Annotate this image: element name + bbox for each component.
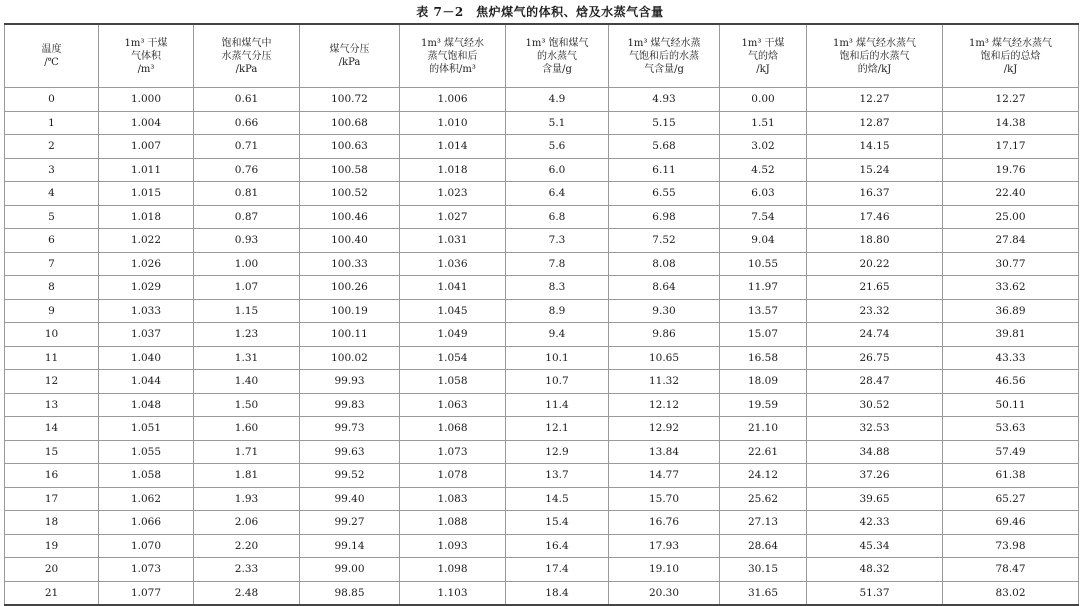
table-cell: 19.10 [609,558,720,582]
table-cell: 100.52 [300,182,400,206]
table-cell: 0 [5,88,99,112]
table-body [5,88,1079,606]
table-row [5,511,1079,535]
table-cell: 1.023 [400,182,506,206]
table-row [5,158,1079,182]
table-cell: 1.098 [400,558,506,582]
table-cell: 13.84 [609,440,720,464]
col-header-saturated-volume: 1m³ 煤气经水 蒸气饱和后 的体积/m³ [400,24,506,88]
table-cell: 61.38 [943,464,1079,488]
table-cell: 1.006 [400,88,506,112]
table-cell: 15.4 [506,511,609,535]
table-cell: 1.077 [99,581,194,605]
table-row [5,88,1079,112]
table-cell: 1.15 [194,299,300,323]
table-cell: 7.52 [609,229,720,253]
table-cell: 83.02 [943,581,1079,605]
table-cell: 18.4 [506,581,609,605]
table-cell: 12.87 [807,111,943,135]
table-cell: 28.64 [720,534,807,558]
table-cell: 17.17 [943,135,1079,159]
table-cell: 48.32 [807,558,943,582]
table-cell: 24.12 [720,464,807,488]
table-cell: 1.058 [99,464,194,488]
table-cell: 7.3 [506,229,609,253]
header-row [5,24,1079,88]
table-row [5,229,1079,253]
table-cell: 42.33 [807,511,943,535]
table-cell: 22.61 [720,440,807,464]
table-cell: 18.80 [807,229,943,253]
table-cell: 18 [5,511,99,535]
table-cell: 7 [5,252,99,276]
table-cell: 1.058 [400,370,506,394]
table-cell: 20.30 [609,581,720,605]
table-cell: 18.09 [720,370,807,394]
table-row [5,558,1079,582]
table-cell: 4.52 [720,158,807,182]
table-cell: 21.10 [720,417,807,441]
table-cell: 99.52 [300,464,400,488]
table-row [5,581,1079,605]
table-cell: 100.68 [300,111,400,135]
table-cell: 100.11 [300,323,400,347]
table-cell: 1.010 [400,111,506,135]
table-cell: 15.24 [807,158,943,182]
table-cell: 4.9 [506,88,609,112]
table-cell: 5.6 [506,135,609,159]
table-cell: 100.26 [300,276,400,300]
table-cell: 12.1 [506,417,609,441]
table-cell: 0.81 [194,182,300,206]
table-cell: 100.19 [300,299,400,323]
table-cell: 12.12 [609,393,720,417]
table-cell: 1.50 [194,393,300,417]
table-cell: 1.070 [99,534,194,558]
table-cell: 1.40 [194,370,300,394]
table-cell: 98.85 [300,581,400,605]
table-cell: 99.14 [300,534,400,558]
table-row [5,135,1079,159]
table-cell: 53.63 [943,417,1079,441]
table-cell: 99.73 [300,417,400,441]
table-cell: 1.018 [400,158,506,182]
col-header-dry-gas-enthalpy: 1m³ 干煤 气的焓 /kJ [720,24,807,88]
table-row [5,417,1079,441]
table-cell: 100.72 [300,88,400,112]
table-cell: 31.65 [720,581,807,605]
table-cell: 9.04 [720,229,807,253]
table-cell: 39.65 [807,487,943,511]
table-cell: 1.066 [99,511,194,535]
table-cell: 6.11 [609,158,720,182]
table-cell: 5.68 [609,135,720,159]
table-cell: 1.062 [99,487,194,511]
table-cell: 12.9 [506,440,609,464]
coke-oven-gas-table [4,23,1079,606]
table-cell: 1.049 [400,323,506,347]
table-cell: 7.8 [506,252,609,276]
table-cell: 46.56 [943,370,1079,394]
table-cell: 45.34 [807,534,943,558]
table-cell: 9 [5,299,99,323]
table-row [5,323,1079,347]
table-cell: 30.77 [943,252,1079,276]
table-cell: 12.27 [807,88,943,112]
table-row [5,276,1079,300]
table-cell: 4 [5,182,99,206]
table-cell: 26.75 [807,346,943,370]
table-cell: 1.054 [400,346,506,370]
table-cell: 32.53 [807,417,943,441]
table-cell: 1.051 [99,417,194,441]
table-cell: 14.5 [506,487,609,511]
table-cell: 11.4 [506,393,609,417]
table-cell: 6.8 [506,205,609,229]
table-cell: 9.86 [609,323,720,347]
table-cell: 5 [5,205,99,229]
table-cell: 14.77 [609,464,720,488]
table-cell: 16.76 [609,511,720,535]
table-cell: 1.073 [99,558,194,582]
table-cell: 43.33 [943,346,1079,370]
table-cell: 21 [5,581,99,605]
table-cell: 1.31 [194,346,300,370]
table-cell: 17 [5,487,99,511]
table-cell: 8.3 [506,276,609,300]
table-cell: 17.93 [609,534,720,558]
table-cell: 1.07 [194,276,300,300]
table-cell: 1.029 [99,276,194,300]
table-cell: 0.87 [194,205,300,229]
table-cell: 6.98 [609,205,720,229]
table-cell: 7.54 [720,205,807,229]
table-cell: 16.58 [720,346,807,370]
table-cell: 14 [5,417,99,441]
table-cell: 1.026 [99,252,194,276]
table-cell: 99.93 [300,370,400,394]
table-row [5,205,1079,229]
table-cell: 27.13 [720,511,807,535]
table-cell: 99.00 [300,558,400,582]
table-cell: 1.51 [720,111,807,135]
table-row [5,440,1079,464]
table-cell: 5.1 [506,111,609,135]
table-cell: 15.70 [609,487,720,511]
table-cell: 17.46 [807,205,943,229]
table-cell: 27.84 [943,229,1079,253]
table-cell: 14.38 [943,111,1079,135]
table-cell: 20 [5,558,99,582]
table-cell: 1.083 [400,487,506,511]
table-cell: 99.83 [300,393,400,417]
table-cell: 100.58 [300,158,400,182]
table-cell: 1.036 [400,252,506,276]
table-row [5,182,1079,206]
table-cell: 21.65 [807,276,943,300]
table-cell: 50.11 [943,393,1079,417]
table-row [5,299,1079,323]
table-cell: 33.62 [943,276,1079,300]
table-cell: 1.007 [99,135,194,159]
table-cell: 16.4 [506,534,609,558]
table-cell: 0.66 [194,111,300,135]
col-header-dry-gas-volume: 1m³ 干煤 气体积 /m³ [99,24,194,88]
col-header-total-enthalpy: 1m³ 煤气经水蒸气 饱和后的总焓 /kJ [943,24,1079,88]
table-cell: 100.63 [300,135,400,159]
table-title: 表 7－2 焦炉煤气的体积、焓及水蒸气含量 [416,5,664,19]
table-cell: 57.49 [943,440,1079,464]
table-cell: 1.015 [99,182,194,206]
table-cell: 1.078 [400,464,506,488]
table-cell: 100.40 [300,229,400,253]
table-cell: 10.1 [506,346,609,370]
table-cell: 10.55 [720,252,807,276]
table-cell: 1.088 [400,511,506,535]
table-cell: 39.81 [943,323,1079,347]
table-cell: 100.02 [300,346,400,370]
table-row [5,346,1079,370]
col-header-gas-partial-pressure: 煤气分压 /kPa [300,24,400,88]
table-cell: 12 [5,370,99,394]
table-cell: 1.60 [194,417,300,441]
table-cell: 1.037 [99,323,194,347]
table-cell: 23.32 [807,299,943,323]
table-cell: 12.92 [609,417,720,441]
table-row [5,111,1079,135]
table-cell: 19.76 [943,158,1079,182]
table-cell: 19.59 [720,393,807,417]
table-cell: 15.07 [720,323,807,347]
table-cell: 69.46 [943,511,1079,535]
table-cell: 3 [5,158,99,182]
table-cell: 99.27 [300,511,400,535]
table-cell: 1.045 [400,299,506,323]
table-cell: 0.93 [194,229,300,253]
table-cell: 1.000 [99,88,194,112]
table-cell: 13.57 [720,299,807,323]
table-row [5,370,1079,394]
table-cell: 10 [5,323,99,347]
table-cell: 1.044 [99,370,194,394]
table-cell: 11.32 [609,370,720,394]
table-cell: 12.27 [943,88,1079,112]
table-cell: 10.7 [506,370,609,394]
table-cell: 34.88 [807,440,943,464]
table-cell: 1.041 [400,276,506,300]
table-cell: 36.89 [943,299,1079,323]
table-cell: 16.37 [807,182,943,206]
col-header-saturated-vapor-content: 1m³ 饱和煤气 的水蒸气 含量/g [506,24,609,88]
table-cell: 2.33 [194,558,300,582]
table-cell: 73.98 [943,534,1079,558]
table-row [5,393,1079,417]
table-cell: 0.61 [194,88,300,112]
table-cell: 4.93 [609,88,720,112]
table-cell: 78.47 [943,558,1079,582]
table-cell: 8.64 [609,276,720,300]
table-cell: 30.15 [720,558,807,582]
table-cell: 100.46 [300,205,400,229]
table-cell: 1.063 [400,393,506,417]
col-header-vapor-enthalpy: 1m³ 煤气经水蒸气 饱和后的水蒸气 的焓/kJ [807,24,943,88]
table-cell: 1.040 [99,346,194,370]
table-cell: 30.52 [807,393,943,417]
table-cell: 1.033 [99,299,194,323]
table-cell: 6 [5,229,99,253]
table-cell: 2 [5,135,99,159]
table-cell: 2.20 [194,534,300,558]
table-cell: 11 [5,346,99,370]
table-cell: 2.06 [194,511,300,535]
table-cell: 1.027 [400,205,506,229]
table-cell: 100.33 [300,252,400,276]
col-header-vapor-content-after-saturation: 1m³ 煤气经水蒸 气饱和后的水蒸 气含量/g [609,24,720,88]
table-cell: 3.02 [720,135,807,159]
table-cell: 1.022 [99,229,194,253]
table-cell: 1.055 [99,440,194,464]
table-cell: 16 [5,464,99,488]
table-cell: 99.63 [300,440,400,464]
table-cell: 5.15 [609,111,720,135]
table-cell: 1.71 [194,440,300,464]
table-cell: 8.9 [506,299,609,323]
table-cell: 0.76 [194,158,300,182]
table-cell: 11.97 [720,276,807,300]
table-cell: 1.068 [400,417,506,441]
table-cell: 1.014 [400,135,506,159]
table-cell: 99.40 [300,487,400,511]
table-cell: 1.103 [400,581,506,605]
table-cell: 6.4 [506,182,609,206]
table-cell: 6.03 [720,182,807,206]
table-cell: 1 [5,111,99,135]
table-cell: 13 [5,393,99,417]
table-cell: 6.0 [506,158,609,182]
table-cell: 1.00 [194,252,300,276]
table-cell: 14.15 [807,135,943,159]
table-cell: 28.47 [807,370,943,394]
table-cell: 25.62 [720,487,807,511]
col-header-vapor-partial-pressure: 饱和煤气中 水蒸气分压 /kPa [194,24,300,88]
table-cell: 9.30 [609,299,720,323]
table-row [5,464,1079,488]
table-cell: 1.011 [99,158,194,182]
table-cell: 19 [5,534,99,558]
table-cell: 1.004 [99,111,194,135]
table-row [5,252,1079,276]
table-cell: 22.40 [943,182,1079,206]
table-cell: 2.48 [194,581,300,605]
table-row [5,534,1079,558]
table-cell: 9.4 [506,323,609,347]
table-cell: 1.093 [400,534,506,558]
table-cell: 13.7 [506,464,609,488]
table-cell: 0.71 [194,135,300,159]
table-cell: 37.26 [807,464,943,488]
table-cell: 1.93 [194,487,300,511]
table-cell: 8.08 [609,252,720,276]
col-header-temperature: 温度 /℃ [5,24,99,88]
table-cell: 1.018 [99,205,194,229]
table-cell: 1.073 [400,440,506,464]
table-cell: 25.00 [943,205,1079,229]
table-cell: 65.27 [943,487,1079,511]
table-cell: 10.65 [609,346,720,370]
table-cell: 1.048 [99,393,194,417]
table-row [5,487,1079,511]
table-cell: 24.74 [807,323,943,347]
table-cell: 17.4 [506,558,609,582]
table-cell: 15 [5,440,99,464]
table-cell: 20.22 [807,252,943,276]
table-cell: 8 [5,276,99,300]
table-cell: 6.55 [609,182,720,206]
table-cell: 1.031 [400,229,506,253]
table-cell: 51.37 [807,581,943,605]
table-cell: 1.23 [194,323,300,347]
table-cell: 0.00 [720,88,807,112]
table-cell: 1.81 [194,464,300,488]
